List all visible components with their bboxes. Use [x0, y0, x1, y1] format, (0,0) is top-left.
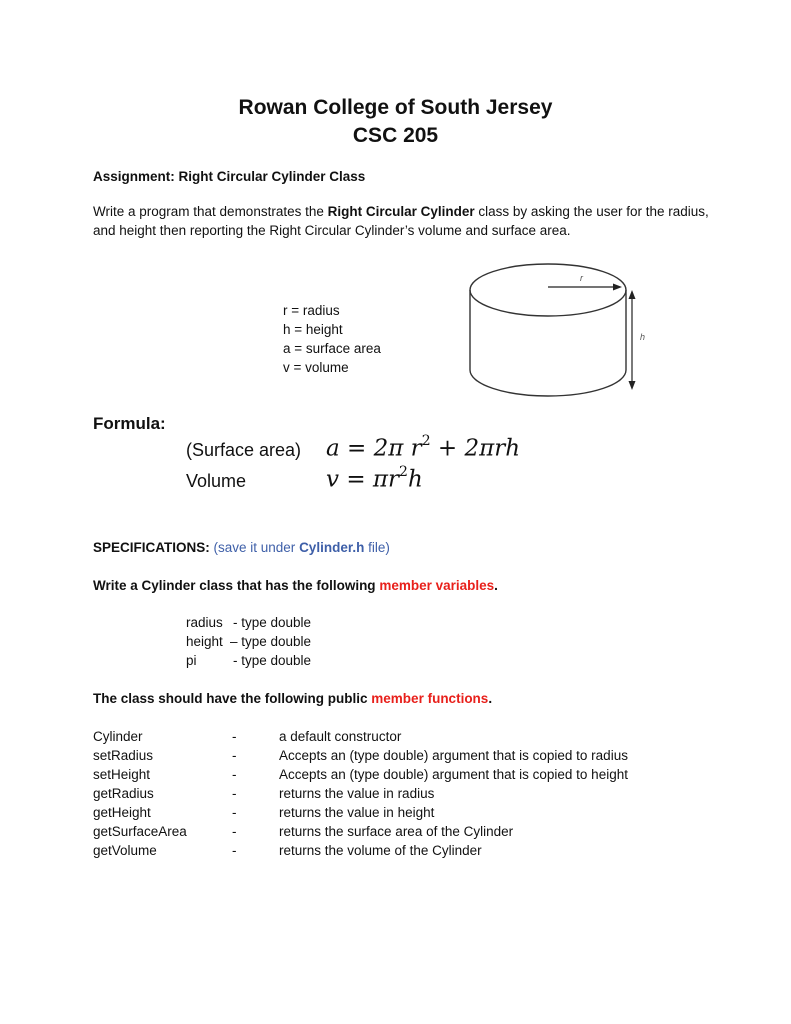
height-symbol: h: [640, 332, 646, 342]
legend-radius: r = radius: [283, 303, 340, 318]
formula-heading: Formula:: [93, 414, 166, 433]
college-title: Rowan College of South Jersey: [238, 96, 553, 119]
fn-name-setheight: setHeight: [93, 767, 151, 782]
var-name-radius: radius: [186, 615, 223, 630]
member-functions-intro: [93, 691, 492, 706]
fn-dash: -: [232, 786, 237, 801]
intro-text-a: Write a program that demonstrates the: [93, 204, 328, 219]
specifications-label: SPECIFICATIONS:: [93, 540, 210, 555]
spec-paren-close: file): [364, 540, 390, 555]
fn-dash: -: [232, 805, 237, 820]
course-title: CSC 205: [352, 124, 439, 147]
mv-intro-text: Write a Cylinder class that has the following: [93, 578, 380, 593]
fn-name-getsurfacearea: getSurfaceArea: [93, 824, 187, 839]
fn-dash: -: [232, 843, 237, 858]
assignment-label: Assignment: Right Circular Cylinder Class: [93, 169, 366, 184]
fn-dash: -: [232, 824, 237, 839]
height-arrowhead-bottom: [629, 381, 636, 390]
height-arrowhead-top: [629, 290, 636, 299]
intro-text-bold: Right Circular Cylinder: [327, 204, 475, 219]
surface-term-a: 2π r: [373, 435, 422, 462]
volume-exponent: 2: [399, 464, 408, 480]
surface-term-b: 2πrh: [464, 435, 521, 462]
fn-name-getheight: getHeight: [93, 805, 151, 820]
cylinder-top: [470, 264, 626, 316]
fn-dash: -: [232, 767, 237, 782]
volume-lhs: v: [326, 466, 339, 493]
fn-desc-getsurfacearea: returns the surface area of the Cylinder: [279, 824, 514, 839]
fn-dash: -: [232, 748, 237, 763]
intro-line-1: [93, 204, 709, 219]
var-name-pi: pi: [186, 653, 197, 668]
legend-height: h = height: [283, 322, 343, 337]
var-type-height: – type double: [230, 634, 312, 649]
fn-desc-getvolume: returns the volume of the Cylinder: [279, 843, 482, 858]
surface-exponent: 2: [421, 433, 431, 449]
legend-surface-area: a = surface area: [283, 341, 381, 356]
mv-intro-red: member variables: [379, 578, 495, 593]
member-variables-intro: [93, 578, 498, 593]
mv-intro-end: .: [494, 578, 498, 593]
var-type-radius: - type double: [233, 615, 312, 630]
specifications-line: [93, 540, 390, 555]
fn-dash: -: [232, 729, 237, 744]
radius-arrowhead: [613, 284, 622, 291]
cylinder-body: [470, 290, 626, 396]
radius-symbol: r: [580, 273, 583, 283]
volume-term-b: h: [407, 466, 423, 493]
legend-volume: v = volume: [283, 360, 349, 375]
fn-desc-cylinder: a default constructor: [279, 729, 402, 744]
fn-desc-getradius: returns the value in radius: [279, 786, 435, 801]
fn-name-getvolume: getVolume: [93, 843, 157, 858]
fn-name-getradius: getRadius: [93, 786, 154, 801]
var-name-height: height: [186, 634, 223, 649]
intro-line-2: and height then reporting the Right Circular Cylinder’s volume and surface area.: [93, 223, 571, 238]
mf-intro-red: member functions: [371, 691, 489, 706]
fn-desc-getheight: returns the value in height: [279, 805, 435, 820]
var-type-pi: - type double: [233, 653, 312, 668]
fn-desc-setheight: Accepts an (type double) argument that is copied to height: [279, 767, 628, 782]
surface-lhs: a: [326, 435, 340, 462]
mf-intro-text: The class should have the following public: [93, 691, 372, 706]
mf-intro-end: .: [488, 691, 493, 706]
volume-label: Volume: [186, 471, 247, 491]
surface-area-formula: a = 2π $r^2 + 2\pi rh$: [326, 433, 521, 462]
volume-formula: $v = \pi r^2h$: [326, 464, 423, 493]
spec-filename: Cylinder.h: [299, 540, 365, 555]
cylinder-diagram: [462, 260, 662, 400]
fn-name-setradius: setRadius: [93, 748, 154, 763]
spec-paren-open: (save it under: [209, 540, 300, 555]
volume-term-a: πr: [372, 466, 400, 493]
intro-text-b: class by asking the user for the radius,: [474, 204, 709, 219]
fn-desc-setradius: Accepts an (type double) argument that is copied to radius: [279, 748, 628, 763]
surface-area-label: (Surface area): [186, 440, 302, 460]
fn-name-cylinder: Cylinder: [93, 729, 143, 744]
